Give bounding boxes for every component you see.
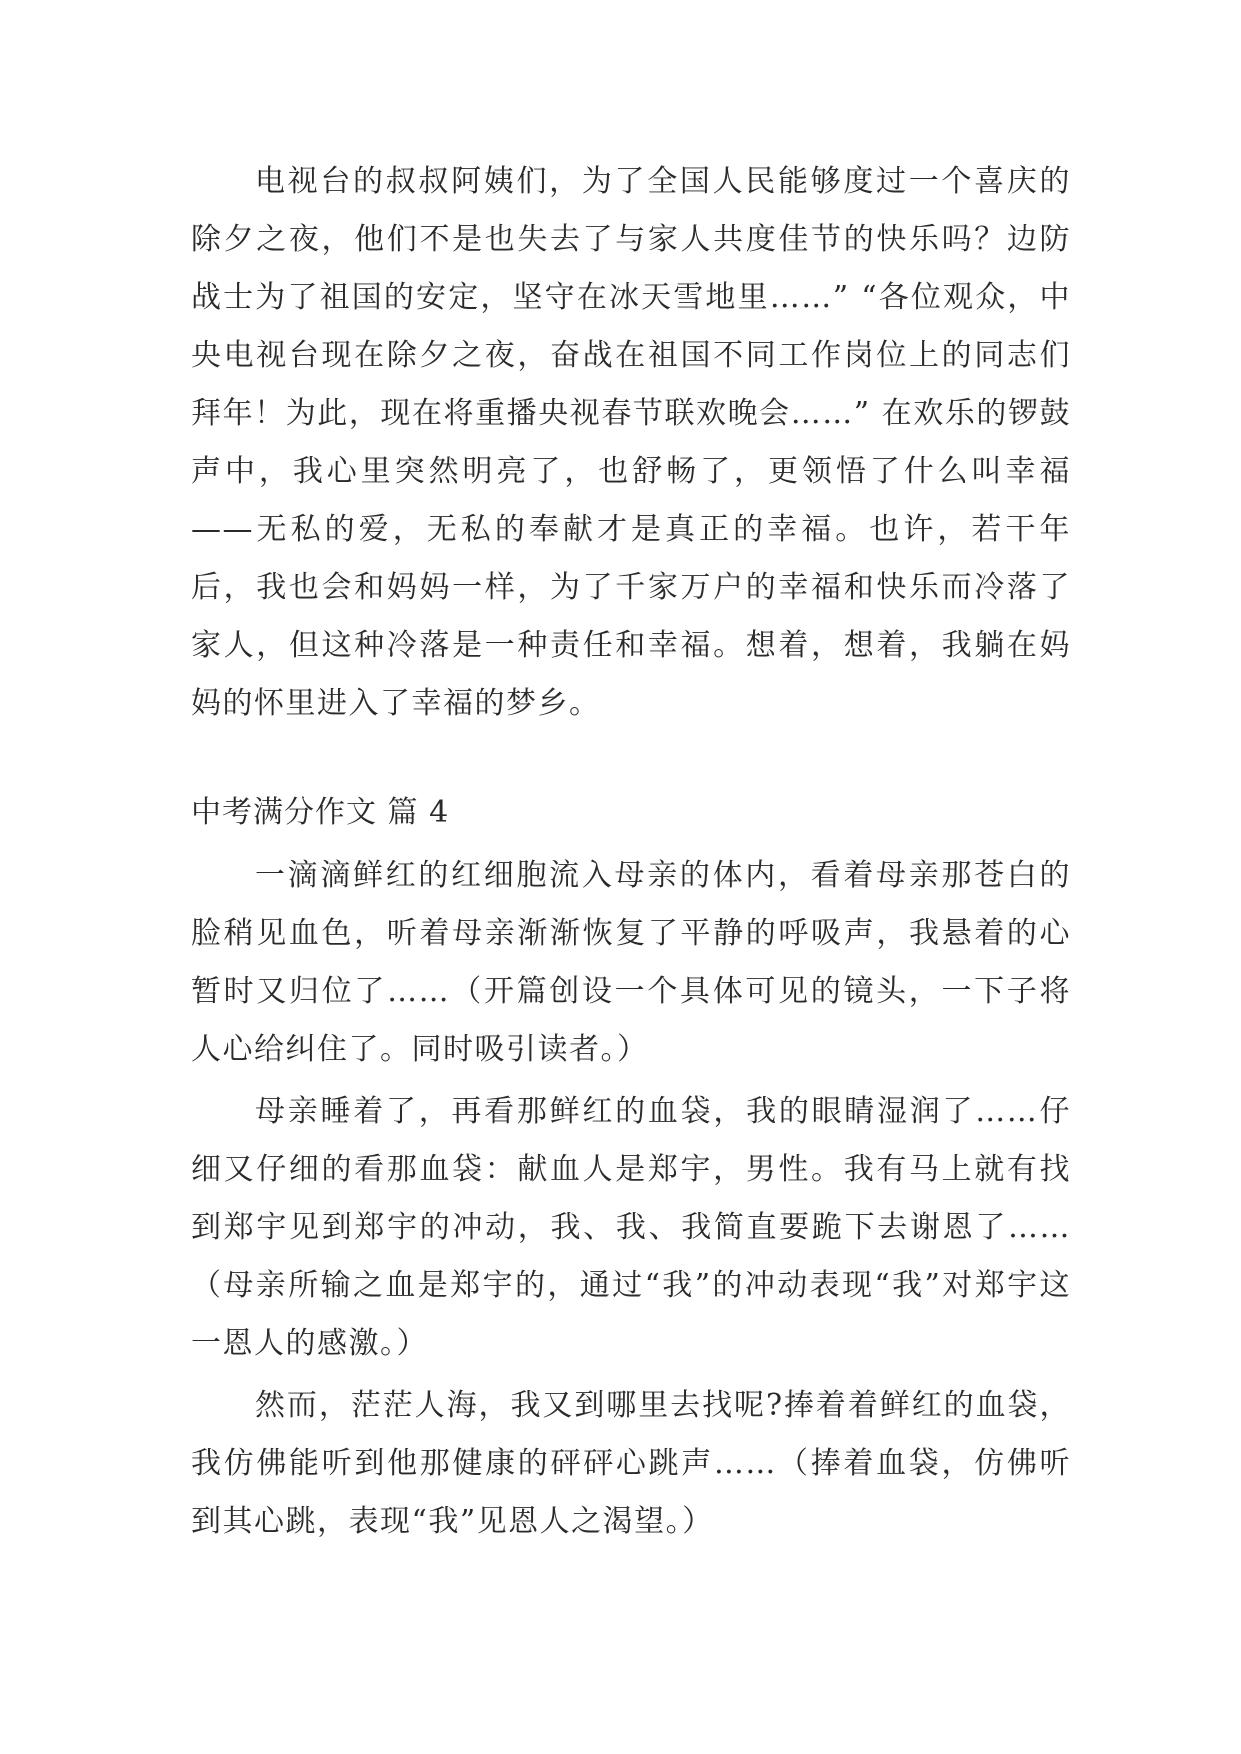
essay-heading: 中考满分作文 篇 4 — [191, 795, 450, 830]
essay-paragraph: 电视台的叔叔阿姨们，为了全国人民能够度过一个喜庆的除夕之夜，他们不是也失去了与家人共度佳节的快乐吗？边防战士为了祖国的安定，坚守在冰天雪地里……” “各位观众，中央电视台现在除夕之夜，奋战在祖国不同工作岗位上的同志们拜年！为此，现在将重播央视春节联欢晚会……” 在欢乐的锣鼓声中，我心里突然明亮了，也舒畅了，更领悟了什么叫幸福——无私的爱，无私的奉献才是真正的幸福。也许，若干年后，我也会和妈妈一样，为了千家万户的幸福和快乐而冷落了家人，但这种冷落是一种责任和幸福。想着，想着，我躺在妈妈的怀里进入了幸福的梦乡。 — [191, 164, 1071, 721]
essay-paragraph: 母亲睡着了，再看那鲜红的血袋，我的眼睛湿润了……仔细又仔细的看那血袋：献血人是郑宇，男性。我有马上就有找到郑宇见到郑宇的冲动，我、我、我简直要跪下去谢恩了……（母亲所输之血是郑宇的，通过“我”的冲动表现“我”对郑宇这一恩人的感激。） — [191, 1094, 1071, 1361]
essay-paragraph: 一滴滴鲜红的红细胞流入母亲的体内，看着母亲那苍白的脸稍见血色，听着母亲渐渐恢复了平静的呼吸声，我悬着的心暂时又归位了……（开篇创设一个具体可见的镜头，一下子将人心给纠住了。同时吸引读者。） — [191, 858, 1071, 1067]
essay-paragraph: 然而，茫茫人海，我又到哪里去找呢?捧着着鲜红的血袋，我仿佛能听到他那健康的砰砰心跳声……（捧着血袋，仿佛听到其心跳，表现“我”见恩人之渴望。） — [191, 1388, 1071, 1539]
document-page — [191, 153, 1071, 1551]
